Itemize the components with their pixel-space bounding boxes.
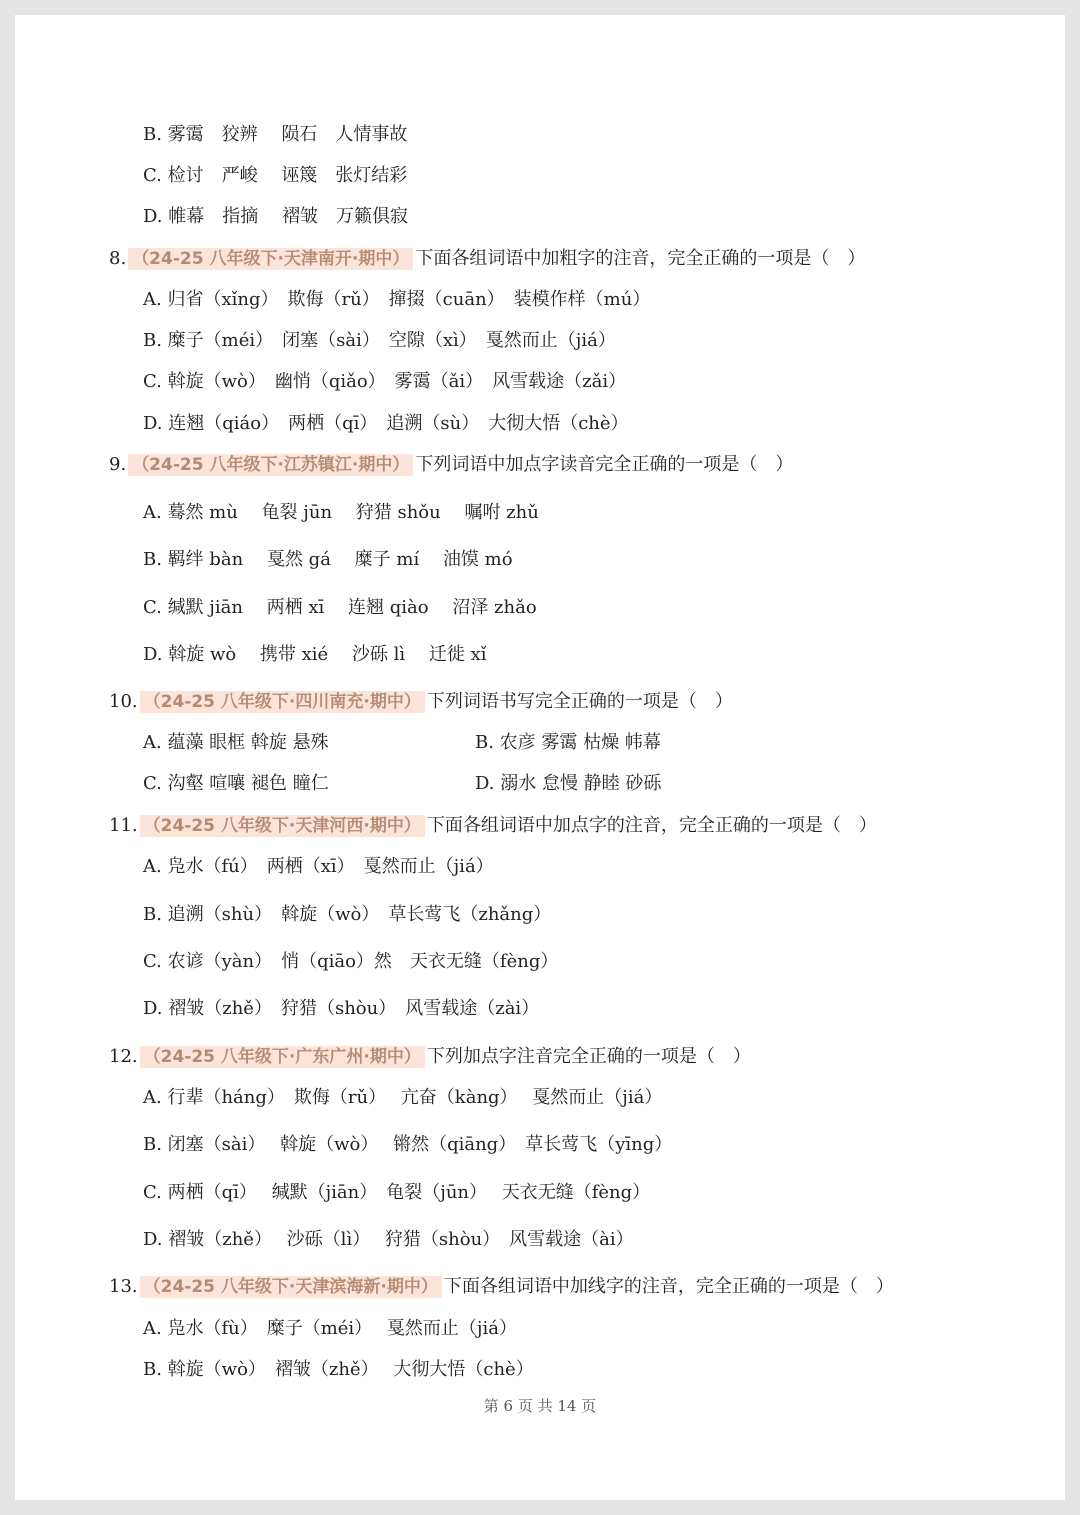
q11-option-c: C. 农谚（yàn） 悄（qiāo）然 天衣无缝（fèng） xyxy=(143,951,559,972)
q13-option-a: A. 凫水（fù） 糜子（méi） 戛然而止（jiá） xyxy=(143,1318,517,1339)
q8-option-d: D. 连翘（qiáo） 两栖（qī） 追溯（sù） 大彻大悟（chè） xyxy=(143,413,629,434)
q9-option-b: B. 羁绊 bàn 戛然 gá 糜子 mí 油馍 mó xyxy=(143,549,513,570)
q13-option-b: B. 斡旋（wò） 褶皱（zhě） 大彻大悟（chè） xyxy=(143,1359,534,1380)
q13-stem-line xyxy=(109,1276,894,1298)
q12-option-d: D. 褶皱（zhě） 沙砾（lì） 狩猎（shòu） 风雪载途（ài） xyxy=(143,1229,634,1250)
q13-stem: 下面各组词语中加线字的注音，完全正确的一项是（ ） xyxy=(443,1276,894,1297)
q8-option-c: C. 斡旋（wò） 幽悄（qiǎo） 雾霭（ǎi） 风雪载途（zǎi） xyxy=(143,371,627,392)
q8-number: 8. xyxy=(109,248,127,269)
q9-source-tag: （24-25 八年级下·江苏镇江·期中） xyxy=(128,454,413,476)
q10-row-2 xyxy=(143,773,662,795)
q8-option-a: A. 归省（xǐng） 欺侮（rǔ） 撺掇（cuān） 装模作样（mú） xyxy=(143,289,651,310)
q7-option-d: D. 帷幕 指摘 褶皱 万籁俱寂 xyxy=(143,206,408,227)
q9-option-d: D. 斡旋 wò 携带 xié 沙砾 lì 迁徙 xǐ xyxy=(143,644,487,665)
q11-stem-line xyxy=(109,815,877,837)
q10-option-d: D. 溺水 怠慢 静睦 砂砾 xyxy=(475,773,662,794)
q11-stem: 下面各组词语中加点字的注音，完全正确的一项是（ ） xyxy=(426,815,877,836)
q13-number: 13. xyxy=(109,1276,138,1297)
q10-option-b: B. 农彦 雾霭 枯燥 帏幕 xyxy=(475,732,661,753)
q10-number: 10. xyxy=(109,691,138,712)
q12-source-tag: （24-25 八年级下·广东广州·期中） xyxy=(140,1046,425,1068)
q11-option-b: B. 追溯（shù） 斡旋（wò） 草长莺飞（zhǎng） xyxy=(143,904,552,925)
q13-source-tag: （24-25 八年级下·天津滨海新·期中） xyxy=(140,1276,442,1298)
q8-source-tag: （24-25 八年级下·天津南开·期中） xyxy=(128,248,413,270)
q11-number: 11. xyxy=(109,815,138,836)
q7-option-c: C. 检讨 严峻 诬篾 张灯结彩 xyxy=(143,165,408,186)
q11-option-d: D. 褶皱（zhě） 狩猎（shòu） 风雪载途（zài） xyxy=(143,998,540,1019)
q9-option-a: A. 蓦然 mù 龟裂 jūn 狩猎 shǒu 嘱咐 zhǔ xyxy=(143,502,539,523)
q12-stem: 下列加点字注音完全正确的一项是（ ） xyxy=(426,1046,751,1067)
q8-option-b: B. 糜子（méi） 闭塞（sài） 空隙（xì） 戛然而止（jiá） xyxy=(143,330,616,351)
q8-stem: 下面各组词语中加粗字的注音，完全正确的一项是（ ） xyxy=(415,248,866,269)
q10-stem: 下列词语书写完全正确的一项是（ ） xyxy=(426,691,733,712)
q10-option-a: A. 蕴藻 眼框 斡旋 悬殊 xyxy=(143,732,329,753)
q9-stem-line xyxy=(109,454,793,476)
page-number-footer: 第 6 页 共 14 页 xyxy=(483,1397,597,1415)
q8-stem-line xyxy=(109,248,865,270)
q9-number: 9. xyxy=(109,454,127,475)
q10-source-tag: （24-25 八年级下·四川南充·期中） xyxy=(140,691,425,713)
q10-row-1 xyxy=(143,732,661,754)
q10-stem-line xyxy=(109,691,733,713)
q12-stem-line xyxy=(109,1046,751,1068)
q11-option-a: A. 凫水（fú） 两栖（xī） 戛然而止（jiá） xyxy=(143,856,494,877)
q12-option-b: B. 闭塞（sài） 斡旋（wò） 锵然（qiāng） 草长莺飞（yīng） xyxy=(143,1134,673,1155)
document-page xyxy=(15,15,1065,1500)
q11-source-tag: （24-25 八年级下·天津河西·期中） xyxy=(140,815,425,837)
q9-option-c: C. 缄默 jiān 两栖 xī 连翘 qiào 沼泽 zhǎo xyxy=(143,597,537,618)
q12-option-a: A. 行辈（háng） 欺侮（rǔ） 亢奋（kàng） 戛然而止（jiá） xyxy=(143,1087,663,1108)
q12-number: 12. xyxy=(109,1046,138,1067)
q7-option-b: B. 雾霭 狡辨 陨石 人情事故 xyxy=(143,124,408,145)
q10-option-c: C. 沟壑 喧嚷 褪色 瞳仁 xyxy=(143,773,329,794)
q12-option-c: C. 两栖（qī） 缄默（jiān） 龟裂（jūn） 天衣无缝（fèng） xyxy=(143,1182,651,1203)
q9-stem: 下列词语中加点字读音完全正确的一项是（ ） xyxy=(415,454,794,475)
